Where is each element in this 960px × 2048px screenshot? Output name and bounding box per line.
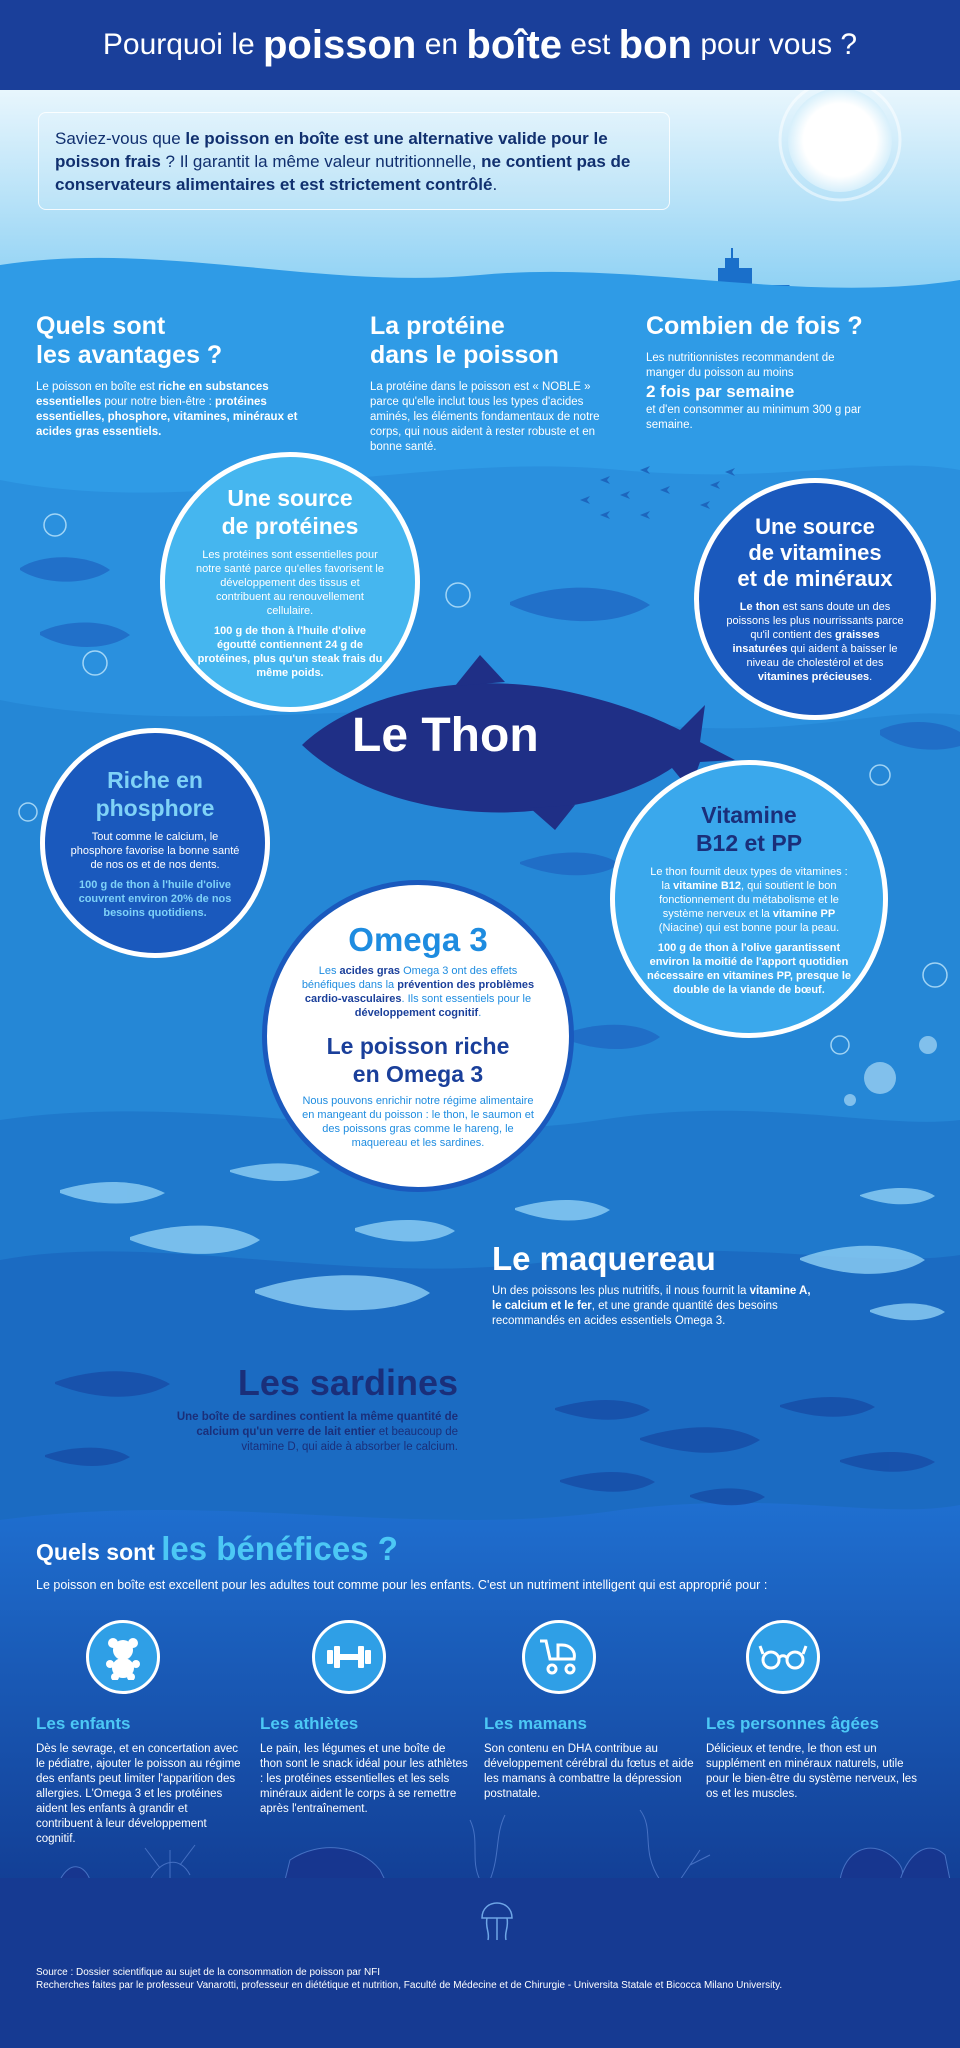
frequency-text-2: et d'en consommer au minimum 300 g par semaine. (646, 404, 862, 431)
dumbbell-icon (312, 1620, 386, 1694)
benefit-athletes-title: Les athlètes (260, 1714, 359, 1733)
frequency-section (646, 312, 876, 433)
benefit-children-title: Les enfants (36, 1714, 131, 1733)
omega3-text: Les acides gras Omega 3 ont des effets bénéfiques dans la prévention des problèmes cardio-vasculaires. Ils sont essentiels pour le développement cognitif. (301, 965, 535, 1019)
footer-source-line: Source : Dossier scientifique au sujet de la consommation de poisson par NFI (36, 1967, 381, 1978)
sun (788, 88, 892, 192)
benefit-athletes (260, 1620, 470, 1817)
phosphorus-fact: 100 g de thon à l'huile d'olive couvrent environ 20% de nos besoins quotidiens. (78, 879, 232, 919)
benefit-children (36, 1620, 246, 1847)
footer-research-line: Recherches faites par le professeur Vanarotti, professeur en diététique et nutrition, Faculté de Médecine et de Chirurgie - Universita Statale et Bicocca Milano University. (36, 1980, 783, 1991)
omega3-circle (262, 880, 574, 1192)
teddy-bear-icon (86, 1620, 160, 1694)
vitamin-b12-fact: 100 g de thon à l'olive garantissent environ la moitié de l'apport quotidien nécessaire en vitamines PP, presque le double de la viande de bœuf. (646, 942, 852, 996)
phosphorus-title: Riche en phosphore (95, 767, 215, 821)
vitamin-b12-circle (610, 760, 888, 1038)
phosphorus-circle (40, 728, 270, 958)
phosphorus-text: Tout comme le calcium, le phosphore favorise la bonne santé de nos os et de nos dents. (70, 831, 240, 871)
vitamin-b12-title: Vitamine B12 et PP (695, 802, 803, 856)
omega3-fish-title: Le poisson riche en Omega 3 (326, 1033, 510, 1087)
mackerel-title: Le maquereau (492, 1240, 716, 1277)
protein-source-title: Une source de protéines (221, 485, 359, 539)
frequency-title: Combien de fois ? (646, 312, 863, 340)
footer-sources (36, 1966, 936, 1992)
vitamins-source-text: Le thon est sans doute un des poissons les plus nourrissants parce qu'il contient des graisses insaturées qui aident à baisser le niveau de cholestérol et des vitamines précieuses. (726, 601, 904, 683)
vitamin-b12-text: Le thon fournit deux types de vitamines : la vitamine B12, qui soutient le bon fonctionnement du métabolisme et le système nerveux et la vitamine PP (Niacine) qui est bonne pour la peau. (650, 866, 848, 934)
benefits-section (36, 1530, 936, 1592)
tuna-label: Le Thon (352, 709, 539, 762)
benefit-mothers-title: Les mamans (484, 1714, 587, 1733)
benefit-elderly (706, 1620, 926, 1802)
benefit-elderly-title: Les personnes âgées (706, 1714, 879, 1733)
benefit-elderly-text: Délicieux et tendre, le thon est un supplément en minéraux naturels, utile pour le bien-être du système nerveux, les os et les muscles. (706, 1743, 917, 1800)
omega3-title: Omega 3 (348, 921, 488, 958)
protein-title: La protéine dans le poisson (370, 312, 559, 369)
benefit-mothers-text: Son contenu en DHA contribue au développement cérébral du fœtus et aide les mamans à combattre la dépression postnatale. (484, 1743, 694, 1800)
advantages-title: Quels sont les avantages ? (36, 312, 223, 369)
benefits-title: Quels sont les bénéfices ? (36, 1530, 398, 1567)
protein-source-text: Les protéines sont essentielles pour notre santé parce qu'elles favorisent le développement des tissus et contribuent au renouvellement cellulaire. (196, 549, 384, 617)
vitamins-source-circle (694, 478, 936, 720)
benefit-children-text: Dès le sevrage, et en concertation avec le pédiatre, ajouter le poisson au régime des enfants peut limiter l'apparition des allergies. L'Omega 3 et les protéines aident les enfants à grandir et contribuent à leur développement cognitif. (36, 1743, 241, 1845)
glasses-icon (746, 1620, 820, 1694)
omega3-fish-text: Nous pouvons enrichir notre régime alimentaire en mangeant du poisson : le thon, le saumon et des poissons gras comme le hareng, le maquereau et les sardines. (302, 1095, 534, 1149)
frequency-highlight: 2 fois par semaine (646, 382, 795, 401)
mackerel-text: Un des poissons les plus nutritifs, il nous fournit la vitamine A, le calcium et le fer, et une grande quantité des besoins recommandés en acides essentiels Omega 3. (492, 1285, 811, 1327)
intro-box: Saviez-vous que le poisson en boîte est une alternative valide pour le poisson frais ? Il garantit la même valeur nutritionnelle, ne contient pas de conservateurs alimentaires et est strictement contrôlé. (38, 112, 670, 210)
sardines-text: Une boîte de sardines contient la même quantité de calcium qu'un verre de lait entier et beaucoup de vitamine D, qui aide à absorber le calcium. (176, 1411, 458, 1453)
advantages-text: Le poisson en boîte est riche en substances essentielles pour notre bien-être : protéines essentielles, phosphore, vitamines, minéraux et acides gras essentiels. (36, 381, 298, 438)
benefits-intro: Le poisson en boîte est excellent pour les adultes tout comme pour les enfants. C'est un nutriment intelligent qui est approprié pour : (36, 1578, 768, 1592)
frequency-text-1: Les nutritionnistes recommandent de manger du poisson au moins (646, 352, 835, 379)
protein-source-fact: 100 g de thon à l'huile d'olive égoutté contiennent 24 g de protéines, plus qu'un steak frais du même poids. (197, 625, 383, 679)
sardines-section (176, 1362, 458, 1455)
advantages-section (36, 312, 316, 440)
sardines-title: Les sardines (237, 1362, 458, 1403)
mackerel-section (492, 1240, 822, 1329)
protein-text: La protéine dans le poisson est « NOBLE » parce qu'elle inclut tous les types d'acides aminés, les éléments fondamentaux de notre corps, qui nous aident à rester robuste et en bonne santé. (370, 381, 600, 453)
benefit-athletes-text: Le pain, les légumes et une boîte de thon sont le snack idéal pour les athlètes : les protéines essentielles et les sels minéraux aident le corps à se remettre après l'entraînement. (260, 1743, 468, 1815)
protein-section (370, 312, 610, 455)
page-title: Pourquoi le poisson en boîte est bon pour vous ? (0, 0, 960, 90)
protein-source-circle (160, 452, 420, 712)
benefit-mothers (484, 1620, 694, 1802)
vitamins-source-title: Une source de vitamines et de minéraux (737, 514, 893, 591)
stroller-icon (522, 1620, 596, 1694)
